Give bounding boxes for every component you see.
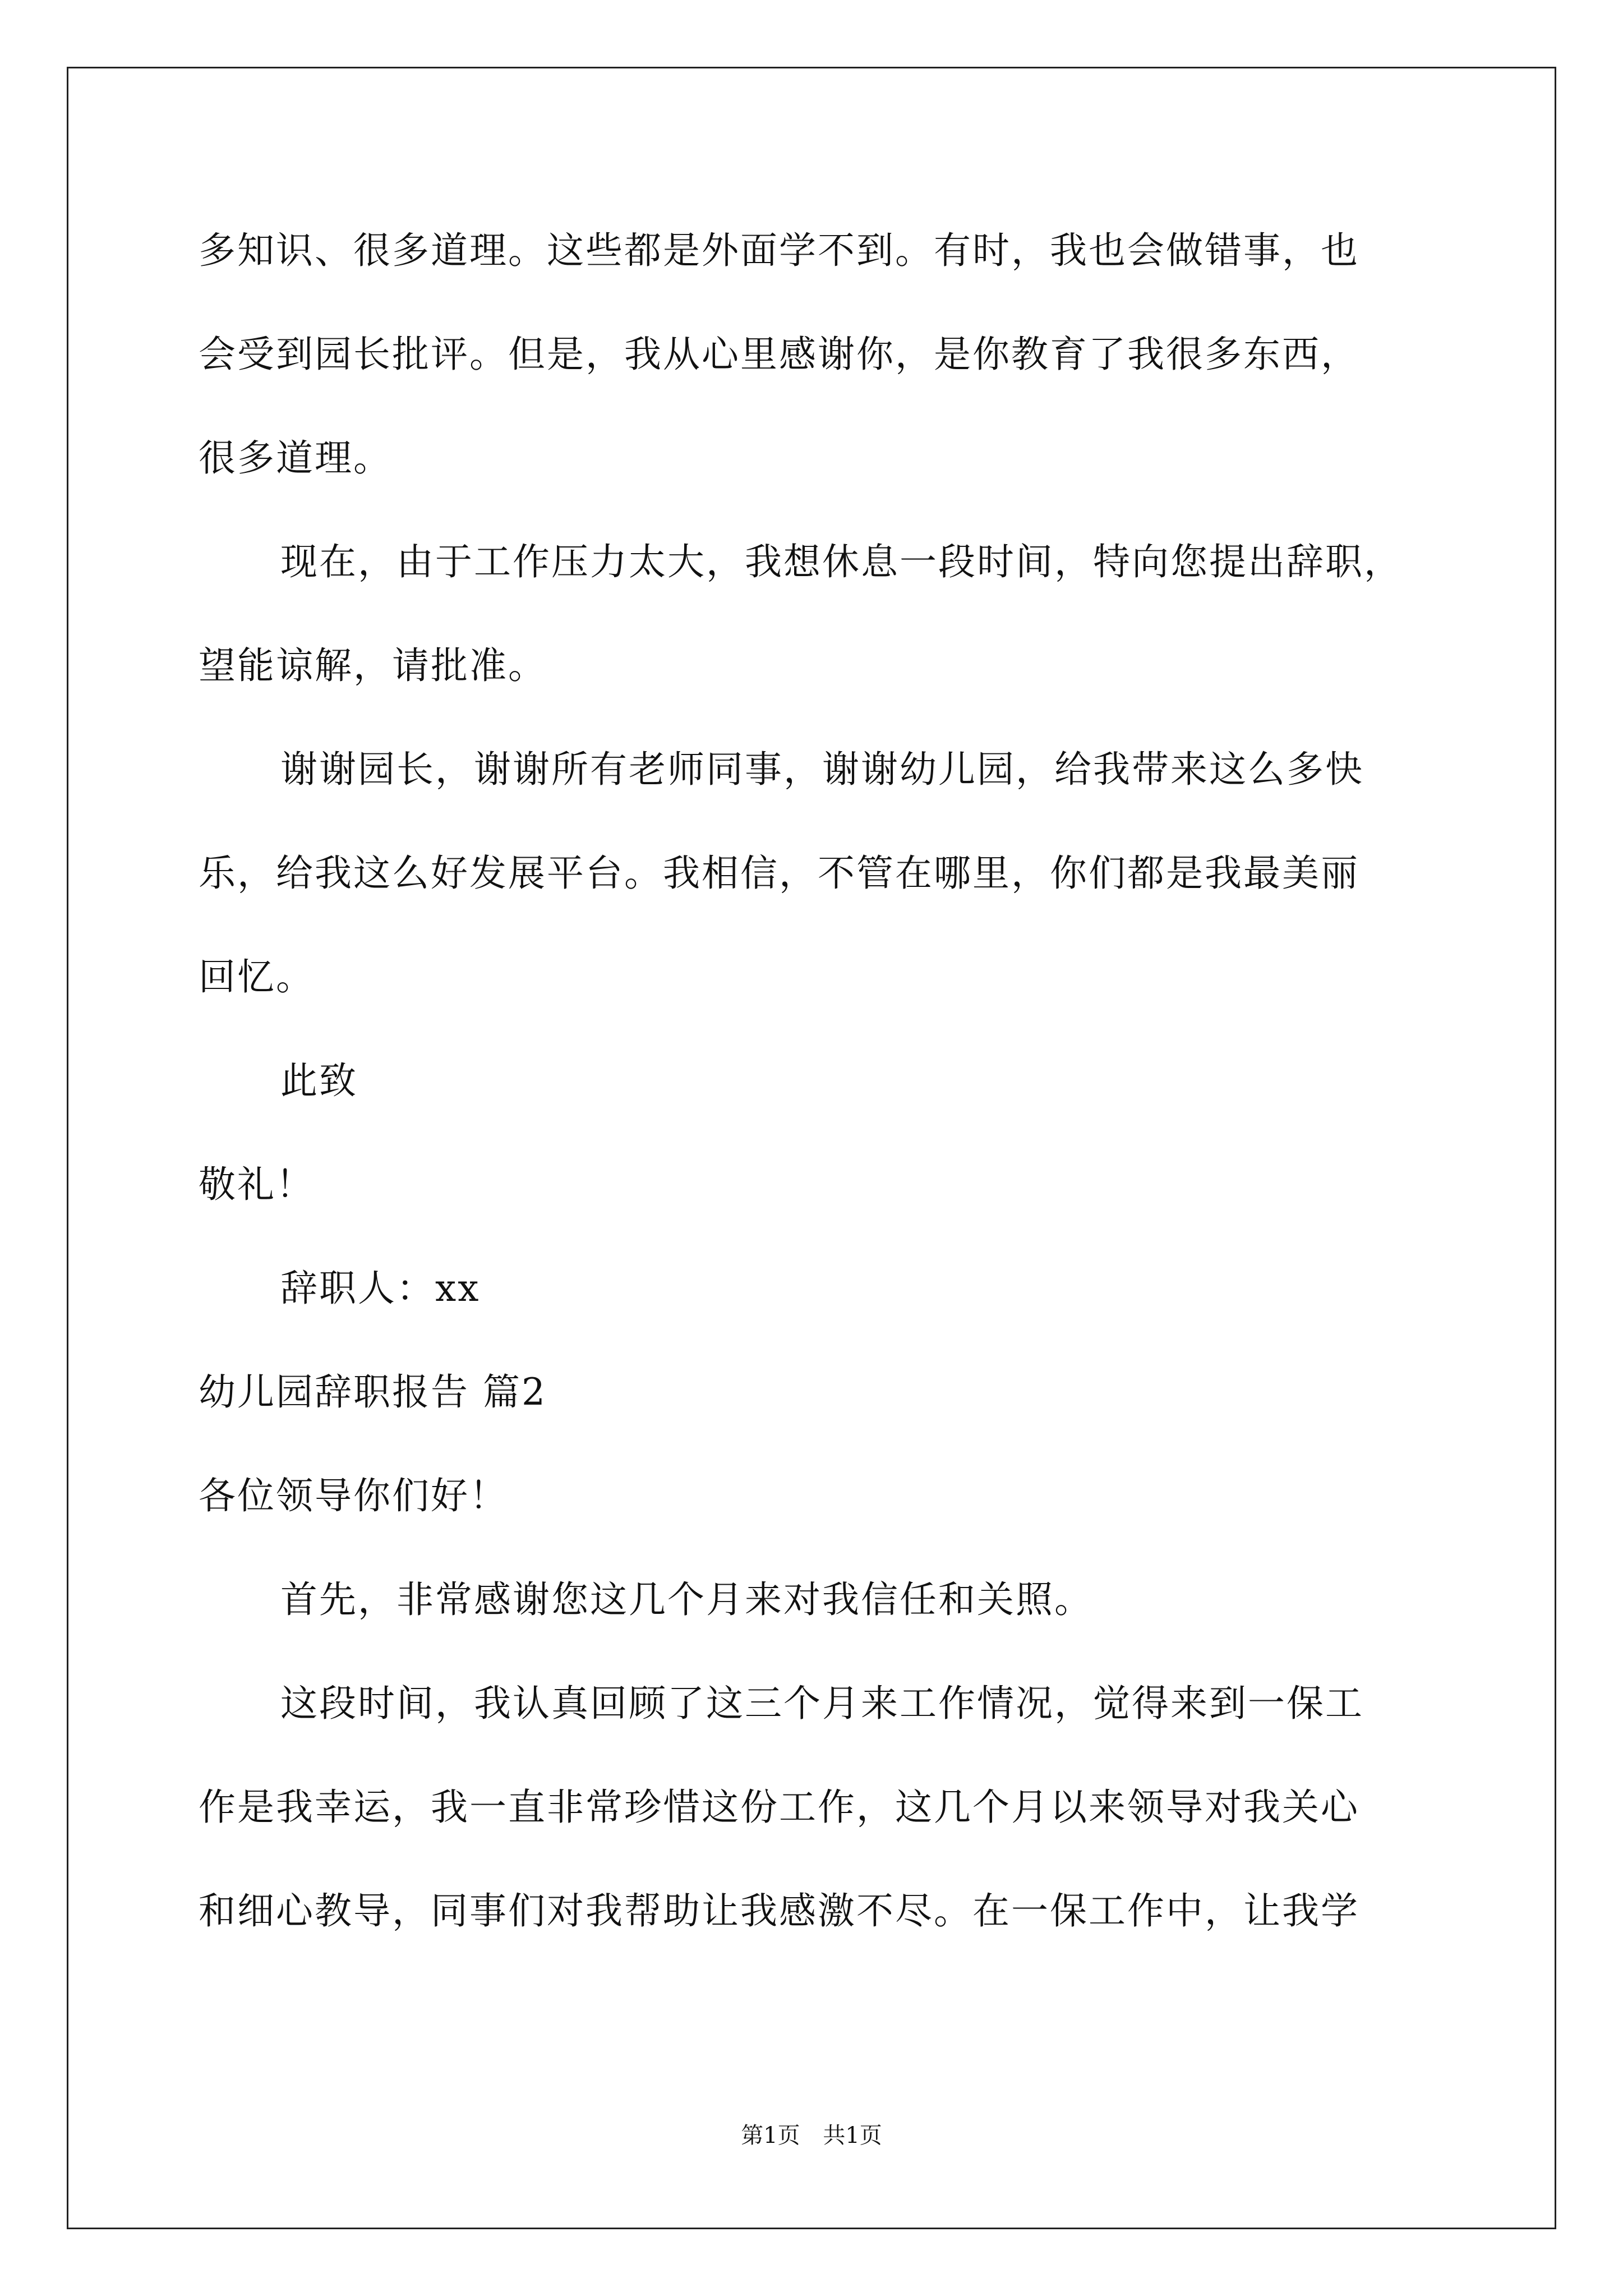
closing-line: 此致 xyxy=(280,1059,358,1102)
paragraph-line: 现在，由于工作压力太大，我想休息一段时间，特向您提出辞职， xyxy=(280,540,1403,583)
text-line: 和细心教导，同事们对我帮助让我感激不尽。在一保工作中，让我学 xyxy=(199,1889,1359,1932)
page-number-current: 第1页 xyxy=(741,2123,800,2148)
signature-line: 辞职人：xx xyxy=(280,1267,481,1310)
paragraph-line: 谢谢园长，谢谢所有老师同事，谢谢幼儿园，给我带来这么多快 xyxy=(280,748,1364,791)
text-line: 回忆。 xyxy=(199,955,315,999)
greeting-line: 各位领导你们好！ xyxy=(199,1474,508,1517)
salutation-line: 敬礼！ xyxy=(199,1163,315,1206)
text-line: 作是我幸运，我一直非常珍惜这份工作，这几个月以来领导对我关心 xyxy=(199,1786,1359,1829)
text-line: 乐，给我这么好发展平台。我相信，不管在哪里，你们都是我最美丽 xyxy=(199,852,1359,895)
text-line: 望能谅解，请批准。 xyxy=(199,644,547,687)
text-line: 很多道理。 xyxy=(199,436,392,480)
paragraph-line: 这段时间，我认真回顾了这三个月来工作情况，觉得来到一保工 xyxy=(280,1682,1364,1725)
page-number-total: 共1页 xyxy=(823,2123,882,2148)
paragraph-line: 首先，非常感谢您这几个月来对我信任和关照。 xyxy=(280,1578,1093,1621)
text-line: 多知识、很多道理。这些都是外面学不到。有时，我也会做错事，也 xyxy=(199,229,1359,272)
text-line: 会受到园长批评。但是，我从心里感谢你，是你教育了我很多东西， xyxy=(199,333,1359,376)
page-footer xyxy=(0,2122,1623,2150)
section-heading: 幼儿园辞职报告 篇2 xyxy=(199,1370,547,1414)
